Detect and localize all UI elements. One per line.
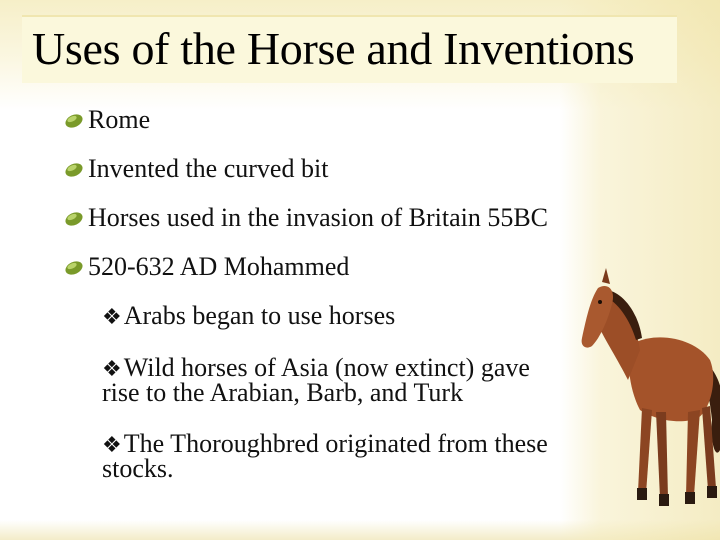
pencil-bullet-icon: [64, 162, 84, 178]
sub-bullet-text: The Thoroughbred originated from these stocks.: [102, 429, 548, 483]
bullet-item: [64, 105, 564, 134]
pencil-bullet-icon: [64, 113, 84, 129]
bullet-list: [64, 105, 564, 508]
bullet-item: [64, 154, 564, 183]
bullet-text: Rome: [88, 105, 151, 134]
sub-bullet-text: Wild horses of Asia (now extinct) gave rise to the Arabian, Barb, and Turk: [102, 353, 530, 407]
sub-bullet-text: Arabs began to use horses: [123, 301, 396, 330]
diamond-bullet-icon: ❖: [102, 304, 122, 329]
diamond-bullet-icon: ❖: [102, 356, 122, 381]
bullet-text: Invented the curved bit: [88, 154, 329, 183]
bullet-item: [64, 252, 564, 281]
slide-title: Uses of the Horse and Inventions: [32, 23, 635, 74]
sub-bullet-item: [102, 353, 564, 407]
bullet-text: 520-632 AD Mohammed: [88, 252, 350, 281]
bullet-item: [52, 203, 564, 232]
horse-photo: [560, 260, 720, 540]
sub-bullet-item: [102, 429, 564, 483]
pencil-bullet-icon: [64, 260, 84, 276]
sub-bullet-item: [102, 301, 564, 330]
diamond-bullet-icon: ❖: [102, 432, 122, 457]
bullet-text: Horses used in the invasion of Britain 55BC: [88, 203, 549, 232]
pencil-bullet-icon: [52, 211, 84, 227]
